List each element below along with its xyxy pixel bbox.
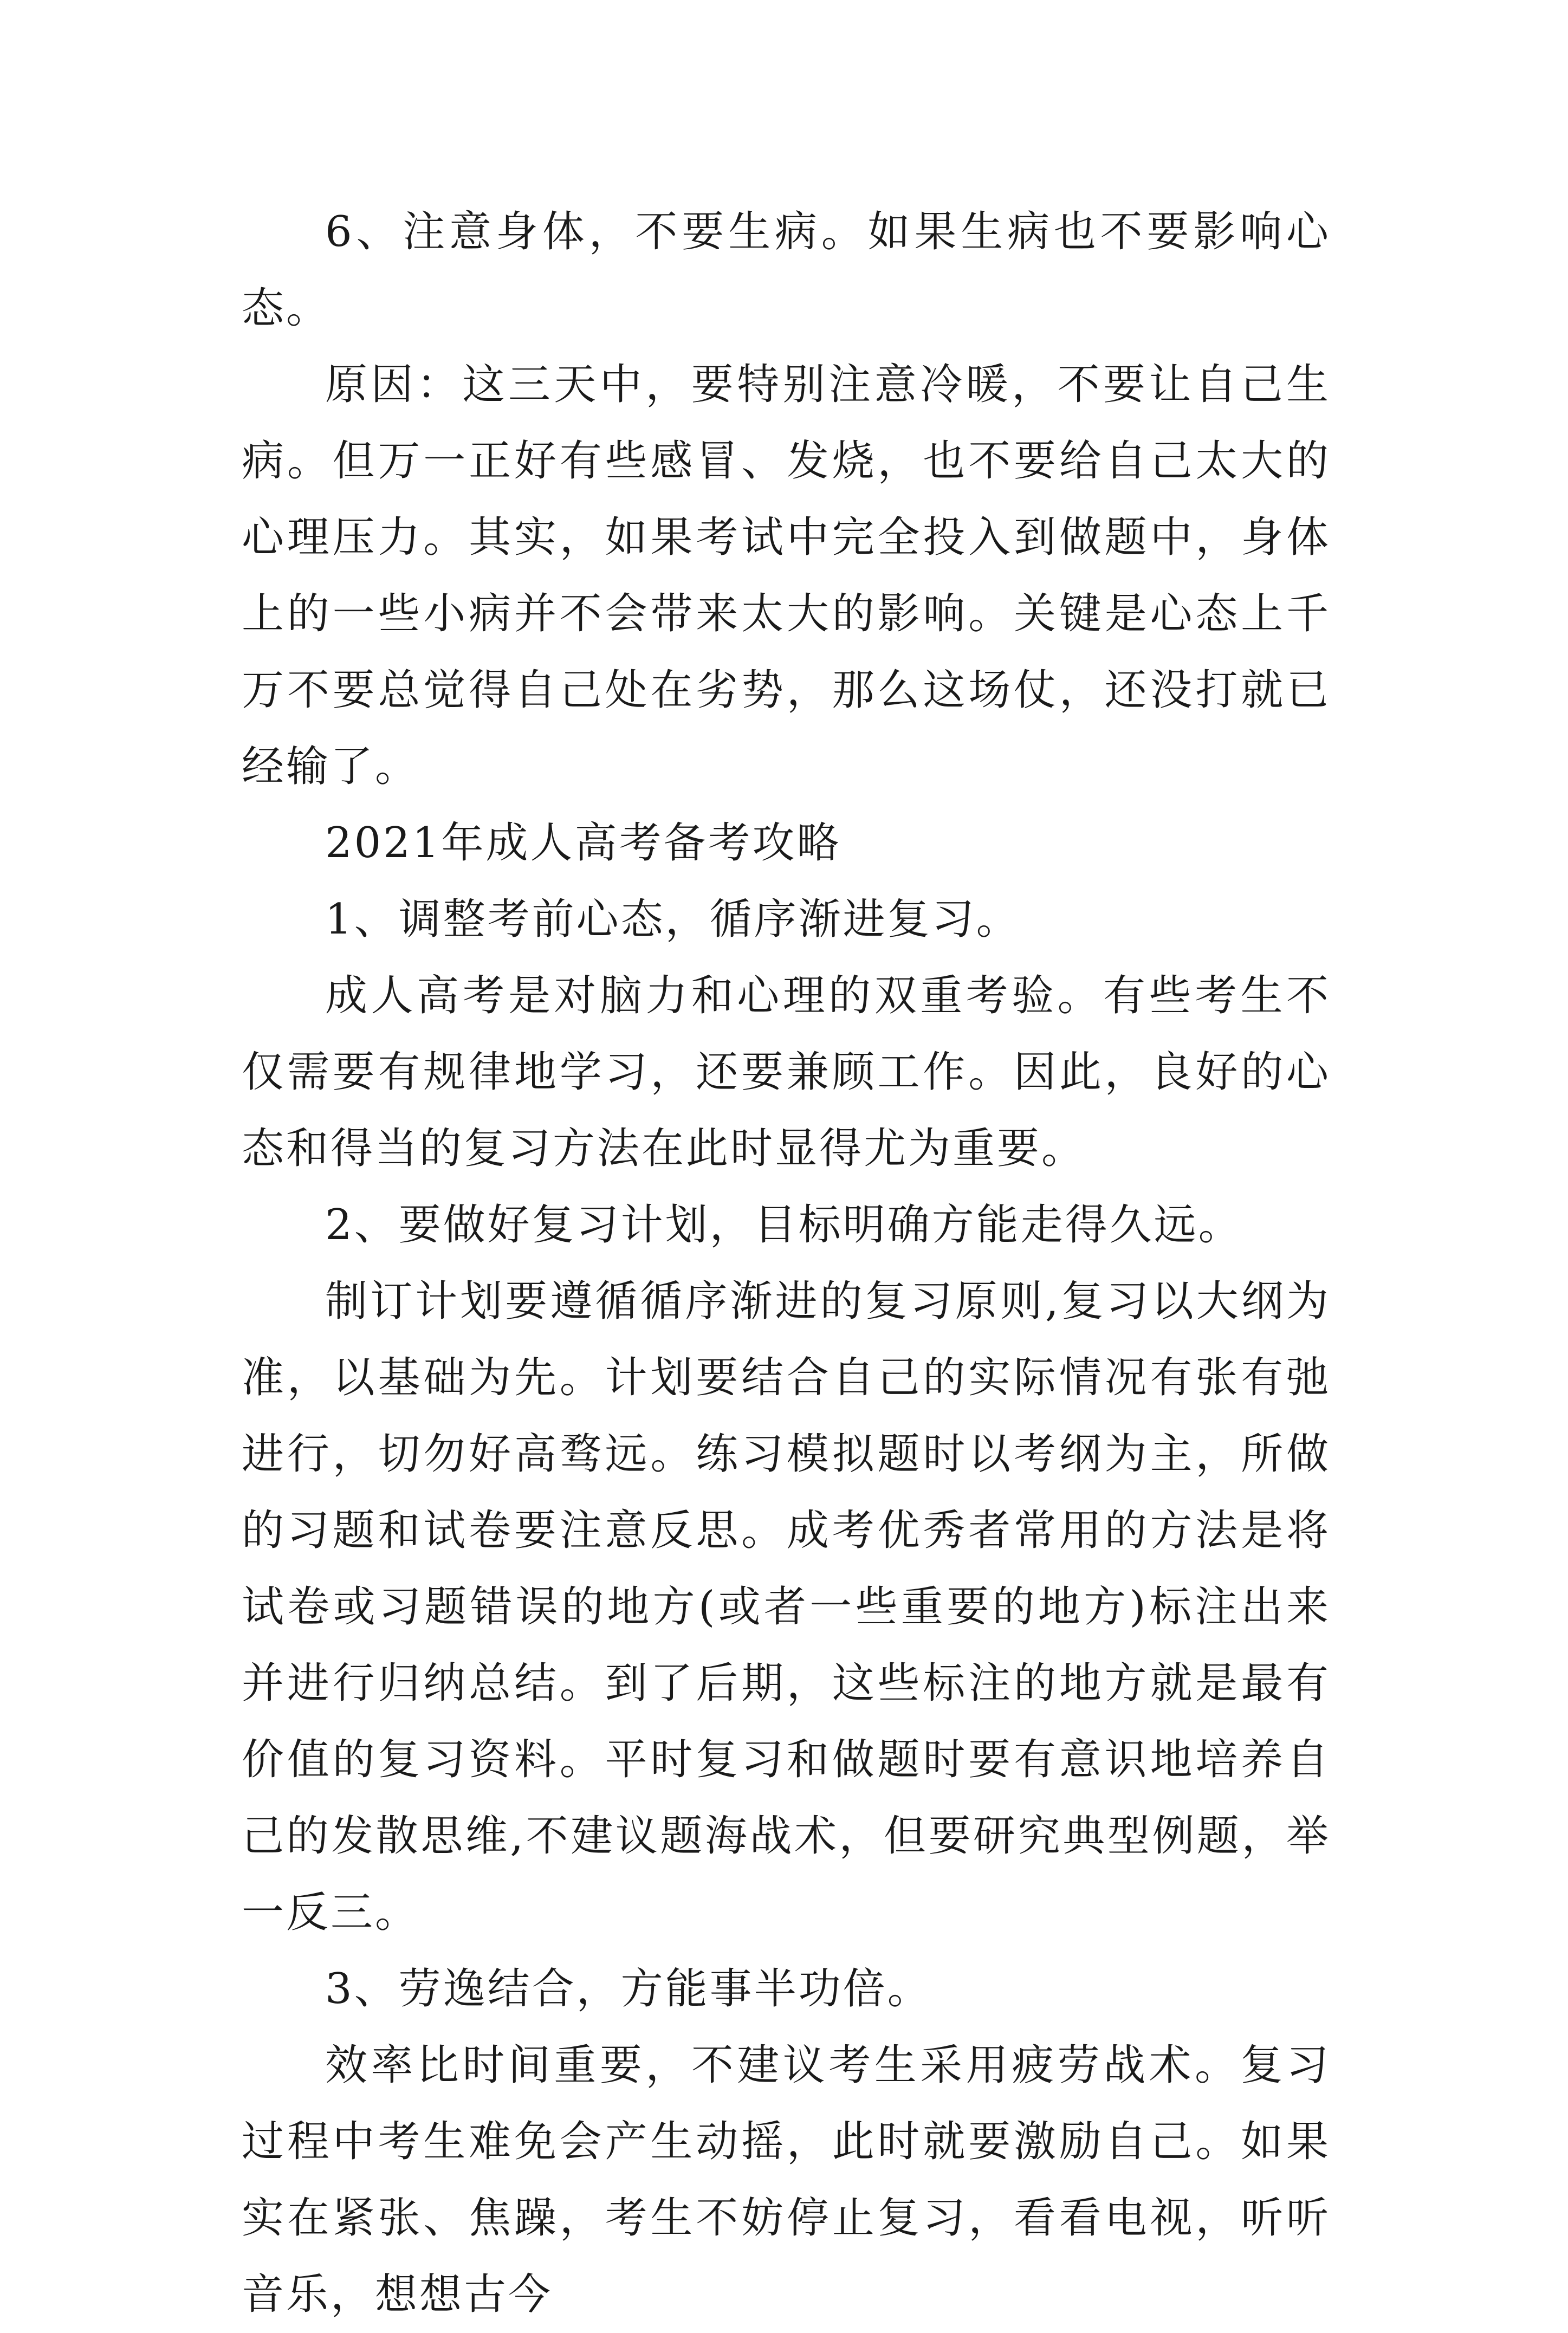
document-body	[242, 194, 1331, 2333]
section-title: 2021年成人高考备考攻略	[325, 819, 841, 867]
paragraph-reason: 原因：这三天中，要特别注意冷暖，不要让自己生病。但万一正好有些感冒、发烧，也不要给自己太大的心理压力。其实，如果考试中完全投入到做题中，身体上的一些小病并不会带来太大的影响。关键是心态上千万不要总觉得自己处在劣势，那么这场仗，还没打就已经输了。	[242, 360, 1331, 791]
paragraph-item-3-body: 效率比时间重要，不建议考生采用疲劳战术。复习过程中考生难免会产生动摇，此时就要激励自己。如果实在紧张、焦躁，考生不妨停止复习，看看电视，听听音乐，想想古今	[242, 2041, 1331, 2319]
paragraph-item-3-heading: 3、劳逸结合，方能事半功倍。	[325, 1965, 932, 2013]
paragraph-item-1-heading: 1、调整考前心态，循序渐进复习。	[325, 895, 1021, 944]
paragraph-item-1-body: 成人高考是对脑力和心理的双重考验。有些考生不仅需要有规律地学习，还要兼顾工作。因此，良好的心态和得当的复习方法在此时显得尤为重要。	[242, 971, 1331, 1173]
paragraph-item-2-heading: 2、要做好复习计划，目标明确方能走得久远。	[325, 1201, 1243, 1249]
paragraph-item-2-body: 制订计划要遵循循序渐进的复习原则,复习以大纲为准，以基础为先。计划要结合自己的实际情况有张有弛进行，切勿好高骛远。练习模拟题时以考纲为主，所做的习题和试卷要注意反思。成考优秀者常用的方法是将试卷或习题错误的地方(或者一些重要的地方)标注出来并进行归纳总结。到了后期，这些标注的地方就是最有价值的复习资料。平时复习和做题时要有意识地培养自己的发散思维,不建议题海战术，但要研究典型例题，举一反三。	[242, 1277, 1331, 1937]
paragraph-item-6-heading: 6、注意身体，不要生病。如果生病也不要影响心态。	[242, 208, 1331, 333]
